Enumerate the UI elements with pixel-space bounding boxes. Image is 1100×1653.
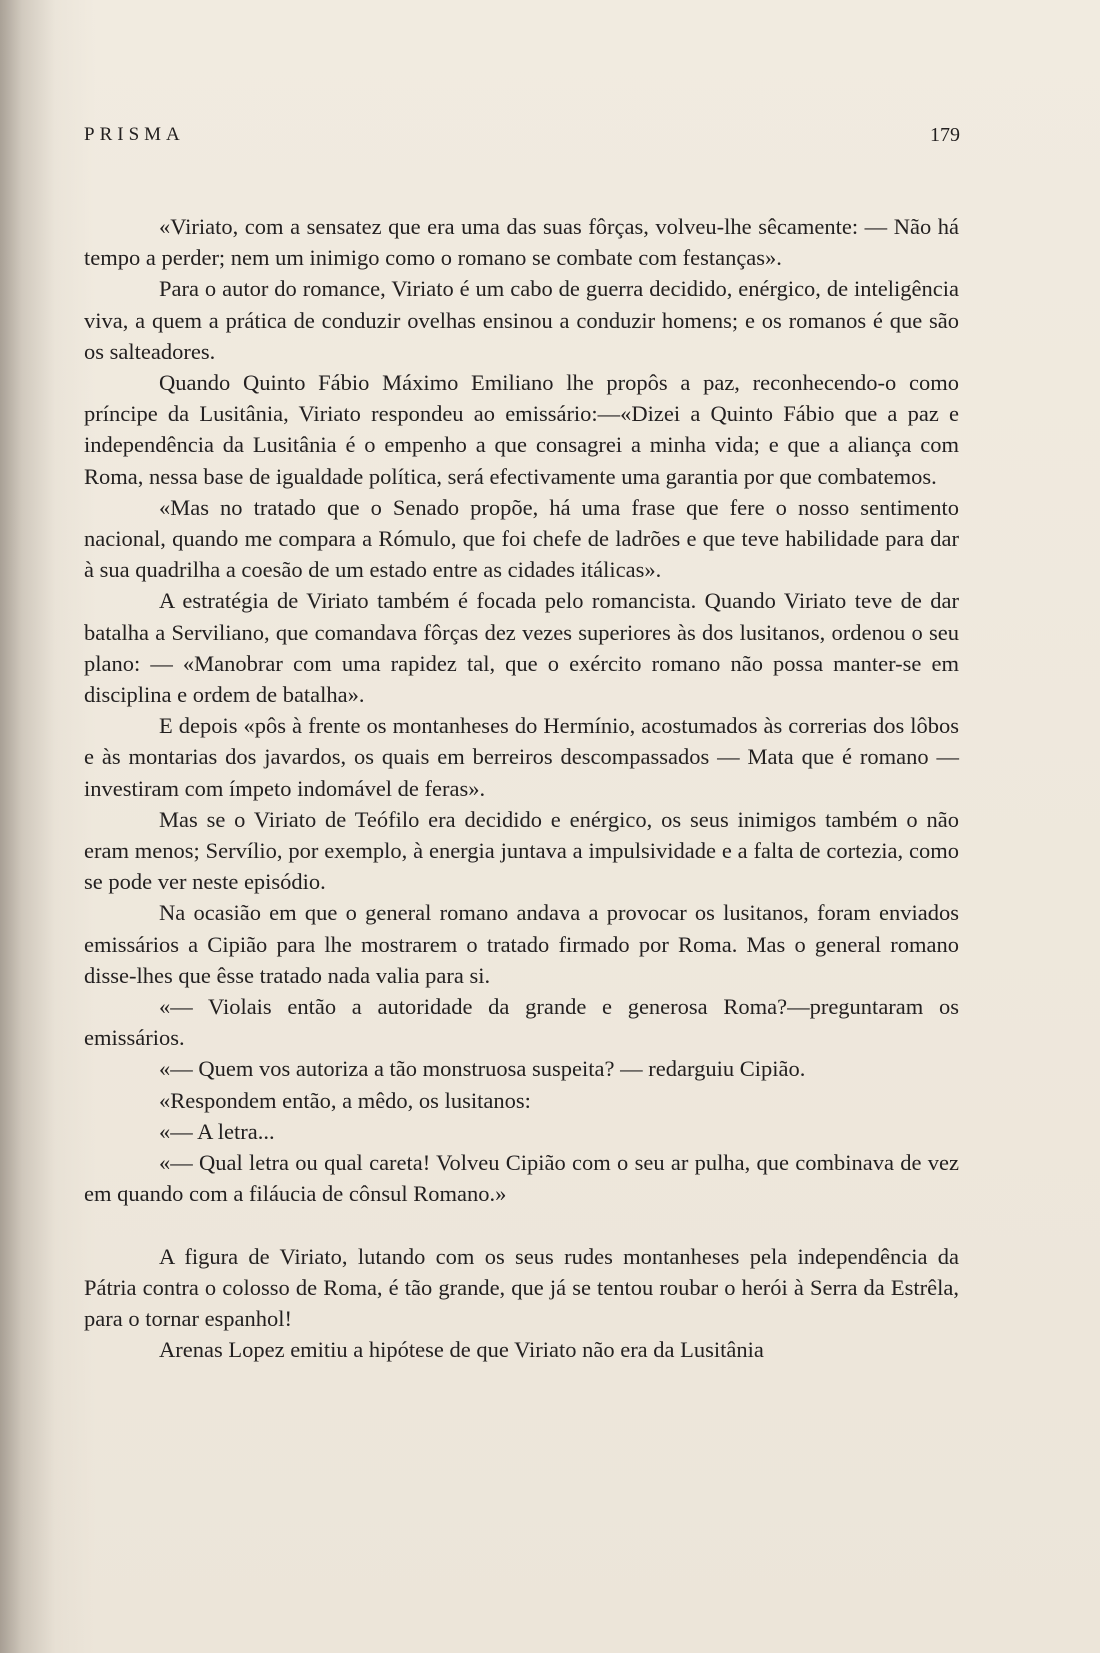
page-number: 179 bbox=[930, 124, 960, 146]
paragraph: «— Violais então a autoridade da grande e generosa Roma?—preguntaram os emissários. bbox=[84, 994, 959, 1051]
paragraph: Na ocasião em que o general romano andava a provocar os lusitanos, foram enviados emissários a Cipião para lhe mostrarem o tratado firmado por Roma. Mas o general romano disse-lhes que êsse tratado nada valia para si. bbox=[84, 900, 959, 988]
paragraph: «— Qual letra ou qual careta! Volveu Cipião com o seu ar pulha, que combinava de vez em quando com a filáucia de cônsul Romano.» bbox=[84, 1150, 959, 1207]
paragraph: A estratégia de Viriato também é focada pelo romancista. Quando Viriato teve de dar batalha a Serviliano, que comandava fôrças dez vezes superiores às dos lusitanos, ordenou o seu plano: — «Manobrar com uma rapidez tal, que o exército romano não possa manter-se em disciplina e ordem de batalha». bbox=[84, 588, 959, 708]
paragraph: Mas se o Viriato de Teófilo era decidido e enérgico, os seus inimigos também o não eram menos; Servílio, por exemplo, à energia juntava a impulsividade e a falta de cortezia, como se pode ver neste episódio. bbox=[84, 806, 959, 895]
paragraph: A figura de Viriato, lutando com os seus rudes montanheses pela independência da Pátria contra o colosso de Roma, é tão grande, que já se tentou roubar o herói à Serra da Estrêla, para o tornar espanhol! bbox=[84, 1243, 959, 1331]
paragraph: «Mas no tratado que o Senado propõe, há uma frase que fere o nosso sentimento nacional, quando me compara a Rómulo, que foi chefe de ladrões e que teve habilidade para dar à sua quadrilha a coesão de um estado entre as cidades itálicas». bbox=[84, 494, 959, 583]
paragraph: «— A letra... bbox=[159, 1118, 275, 1144]
page-header bbox=[84, 124, 960, 154]
paragraph: Quando Quinto Fábio Máximo Emiliano lhe propôs a paz, reconhecendo-o como príncipe da Lusitânia, Viriato respondeu ao emissário:—«Dizei a Quinto Fábio que a paz e independência da Lusitânia é o empenho a que consagrei a minha vida; e que a aliança com Roma, nessa base de igualdade política, será efectivamente uma garantia por que combatemos. bbox=[84, 370, 959, 489]
paragraph: «Viriato, com a sensatez que era uma das suas fôrças, volveu-lhe sêcamente: — Não há tempo a perder; nem um inimigo como o romano se combate com festanças». bbox=[84, 214, 959, 271]
paragraph: «Respondem então, a mêdo, os lusitanos: bbox=[159, 1087, 531, 1113]
body-text bbox=[84, 211, 959, 1365]
running-title: PRISMA bbox=[84, 124, 185, 145]
paragraph: Para o autor do romance, Viriato é um cabo de guerra decidido, enérgico, de inteligência viva, a quem a prática de conduzir ovelhas ensinou a conduzir homens; e os romanos é que são os salteadores. bbox=[84, 276, 959, 364]
paragraph: Arenas Lopez emitiu a hipótese de que Viriato não era da Lusitânia bbox=[159, 1337, 764, 1363]
paragraph: E depois «pôs à frente os montanheses do Hermínio, acostumados às correrias dos lôbos e às montarias dos javardos, os quais em berreiros descompassados — Mata que é romano — investiram com ímpeto indomável de feras». bbox=[84, 713, 959, 801]
paragraph: «— Quem vos autoriza a tão monstruosa suspeita? — redarguiu Cipião. bbox=[159, 1056, 806, 1082]
